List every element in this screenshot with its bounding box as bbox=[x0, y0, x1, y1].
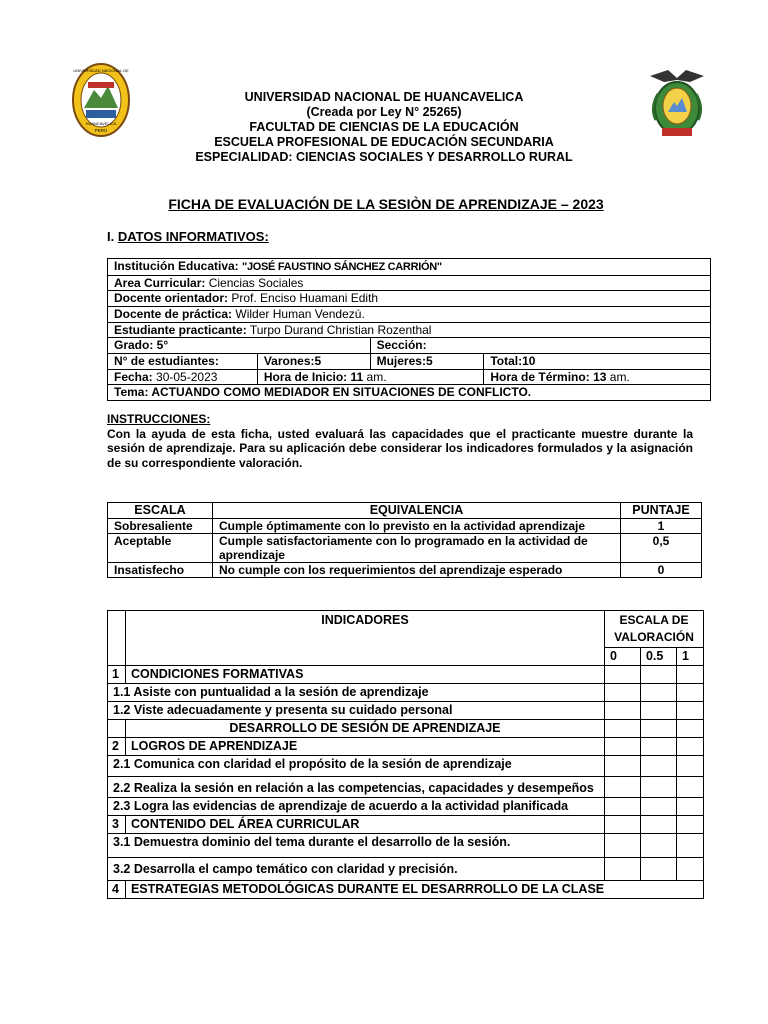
docente-orientador-label: Docente orientador: bbox=[114, 291, 229, 306]
hora-inicio-unit: am. bbox=[366, 369, 387, 384]
hora-termino-label: Hora de Término: bbox=[490, 369, 590, 384]
section-row-2 bbox=[108, 738, 704, 756]
scale-escala: Aceptable bbox=[108, 534, 213, 563]
scale-header-puntaje: PUNTAJE bbox=[621, 503, 702, 519]
specialty-name: ESPECIALIDAD: CIENCIAS SOCIALES Y DESARROLLO RURAL bbox=[195, 150, 573, 164]
indicator-text: 3.2 Desarrolla el campo temático con claridad y precisión. bbox=[108, 858, 605, 881]
section-row-4 bbox=[108, 881, 704, 899]
seal-text-top: UNIVERSIDAD NACIONAL DE bbox=[73, 68, 129, 73]
score-cell[interactable] bbox=[640, 777, 676, 798]
hora-inicio-label: Hora de Inicio: bbox=[263, 369, 348, 384]
scale-puntaje: 0,5 bbox=[621, 534, 702, 563]
scale-equivalencia: No cumple con los requerimientos del aprendizaje esperado bbox=[212, 563, 620, 578]
scale-value-1: 1 bbox=[676, 648, 703, 666]
tema-value: ACTUANDO COMO MEDIADOR EN SITUACIONES DE CONFLICTO. bbox=[151, 385, 532, 400]
score-cell[interactable] bbox=[605, 816, 641, 834]
subheader-text: DESARROLLO DE SESIÓN DE APRENDIZAJE bbox=[125, 720, 604, 738]
info-row-docente-orientador bbox=[108, 291, 711, 307]
indicator-text: 1.2 Viste adecuadamente y presenta su cuidado personal bbox=[108, 702, 605, 720]
scale-escala: Insatisfecho bbox=[108, 563, 213, 578]
indicators-header-row bbox=[108, 611, 704, 648]
section-title: CONDICIONES FORMATIVAS bbox=[125, 666, 604, 684]
scale-escala: Sobresaliente bbox=[108, 519, 213, 534]
faculty-emblem-logo bbox=[646, 68, 708, 142]
hora-termino-unit: am. bbox=[609, 369, 630, 384]
score-cell[interactable] bbox=[605, 777, 641, 798]
indicators-header: INDICADORES bbox=[125, 611, 604, 666]
mujeres-cell: Mujeres:5 bbox=[370, 353, 484, 369]
score-cell[interactable] bbox=[640, 720, 676, 738]
total-cell bbox=[484, 353, 711, 369]
score-cell[interactable] bbox=[676, 684, 703, 702]
score-cell[interactable] bbox=[676, 756, 703, 777]
scale-header-row bbox=[108, 503, 702, 519]
score-cell[interactable] bbox=[676, 666, 703, 684]
indicator-text: 2.3 Logra las evidencias de aprendizaje de acuerdo a la actividad planificada bbox=[108, 798, 605, 816]
score-cell[interactable] bbox=[605, 756, 641, 777]
scale-value-0: 0 bbox=[605, 648, 641, 666]
section-title: ESTRATEGIAS METODOLÓGICAS DURANTE EL DESARRROLLO DE LA CLASE bbox=[125, 881, 703, 899]
info-row-estudiante bbox=[108, 322, 711, 338]
varones-cell: Varones:5 bbox=[257, 353, 370, 369]
score-cell[interactable] bbox=[676, 798, 703, 816]
instructions-heading: INSTRUCCIONES: bbox=[107, 412, 211, 426]
score-cell[interactable] bbox=[676, 720, 703, 738]
score-cell[interactable] bbox=[640, 702, 676, 720]
score-cell[interactable] bbox=[640, 756, 676, 777]
section-title: CONTENIDO DEL ÁREA CURRICULAR bbox=[125, 816, 604, 834]
score-cell[interactable] bbox=[605, 858, 641, 881]
info-row-docente-practica bbox=[108, 306, 711, 322]
info-table bbox=[107, 258, 711, 401]
score-cell[interactable] bbox=[605, 738, 641, 756]
section-number: 2 bbox=[108, 738, 126, 756]
scale-valoracion-header: ESCALA DE VALORACIÓN bbox=[605, 611, 704, 648]
score-cell[interactable] bbox=[640, 816, 676, 834]
seal-text-middle: HUANCAVELICA bbox=[85, 121, 117, 126]
creation-law: (Creada por Ley N° 25265) bbox=[306, 105, 462, 119]
score-cell[interactable] bbox=[640, 798, 676, 816]
score-cell[interactable] bbox=[676, 777, 703, 798]
table-row bbox=[108, 702, 704, 720]
scale-puntaje: 1 bbox=[621, 519, 702, 534]
indicator-text: 1.1 Asiste con puntualidad a la sesión de aprendizaje bbox=[108, 684, 605, 702]
info-row-grado bbox=[108, 338, 711, 354]
score-cell[interactable] bbox=[605, 702, 641, 720]
scale-equivalencia: Cumple óptimamente con lo previsto en la actividad aprendizaje bbox=[212, 519, 620, 534]
docente-orientador-value: Prof. Enciso Huamani Edith bbox=[231, 291, 379, 306]
fecha-value: 30-05-2023 bbox=[156, 369, 218, 384]
info-row-tema bbox=[108, 385, 711, 401]
hora-inicio-value: 11 bbox=[350, 369, 364, 384]
estudiante-label: Estudiante practicante: bbox=[114, 322, 247, 337]
instructions-text: Con la ayuda de esta ficha, usted evaluará las capacidades que el practicante muestre durante la sesión de aprendizaje. Para su aplicación debe considerar los indicadores formulados y la asignación de su correspondiente valoración. bbox=[107, 426, 693, 470]
document-header bbox=[140, 90, 628, 165]
score-cell[interactable] bbox=[676, 816, 703, 834]
score-cell[interactable] bbox=[676, 702, 703, 720]
area-label: Area Curricular: bbox=[114, 275, 206, 290]
score-cell[interactable] bbox=[640, 834, 676, 858]
table-row bbox=[108, 798, 704, 816]
info-row-institucion bbox=[108, 259, 711, 276]
university-name: UNIVERSIDAD NACIONAL DE HUANCAVELICA bbox=[244, 90, 524, 104]
table-row bbox=[108, 684, 704, 702]
info-row-fecha bbox=[108, 369, 711, 385]
info-row-area bbox=[108, 275, 711, 291]
indicators-table bbox=[107, 610, 704, 899]
score-cell[interactable] bbox=[605, 666, 641, 684]
section-title-datos bbox=[107, 229, 269, 244]
scale-header-escala: ESCALA bbox=[108, 503, 213, 519]
tema-label: Tema: bbox=[114, 385, 149, 400]
section-title: LOGROS DE APRENDIZAJE bbox=[125, 738, 604, 756]
institucion-label: Institución Educativa: bbox=[114, 259, 239, 273]
score-cell[interactable] bbox=[605, 798, 641, 816]
section-number: 4 bbox=[108, 881, 126, 899]
document-title: FICHA DE EVALUACIÓN DE LA SESIÒN DE APRENDIZAJE – 2023 bbox=[168, 196, 604, 212]
indicator-text: 2.2 Realiza la sesión en relación a las competencias, capacidades y desempeños bbox=[108, 777, 605, 798]
info-row-estudiantes bbox=[108, 353, 711, 369]
table-row bbox=[108, 777, 704, 798]
table-row bbox=[108, 534, 702, 563]
scale-table bbox=[107, 502, 702, 578]
seal-text-bottom: PERÚ bbox=[94, 128, 108, 133]
university-seal-logo bbox=[72, 62, 130, 138]
section-label: DATOS INFORMATIVOS: bbox=[117, 229, 269, 244]
score-cell[interactable] bbox=[676, 738, 703, 756]
indicator-text: 2.1 Comunica con claridad el propósito de la sesión de aprendizaje bbox=[108, 756, 605, 777]
institucion-value: "JOSÉ FAUSTINO SÁNCHEZ CARRIÓN" bbox=[242, 261, 442, 273]
section-number: 1 bbox=[108, 666, 126, 684]
table-row bbox=[108, 858, 704, 881]
n-estudiantes-cell: N° de estudiantes: bbox=[108, 353, 258, 369]
table-row bbox=[108, 563, 702, 578]
estudiante-value: Turpo Durand Christian Rozenthal bbox=[249, 322, 432, 337]
indicator-text: 3.1 Demuestra dominio del tema durante el desarrollo de la sesión. bbox=[108, 834, 605, 858]
scale-value-05: 0.5 bbox=[640, 648, 676, 666]
instructions-block bbox=[107, 412, 693, 470]
section-number: I. bbox=[107, 229, 118, 244]
subheader-row bbox=[108, 720, 704, 738]
faculty-name: FACULTAD DE CIENCIAS DE LA EDUCACIÓN bbox=[249, 120, 519, 134]
grado-cell: Grado: 5° bbox=[108, 338, 371, 354]
score-cell[interactable] bbox=[640, 684, 676, 702]
score-cell[interactable] bbox=[676, 858, 703, 881]
table-row bbox=[108, 756, 704, 777]
section-number: 3 bbox=[108, 816, 126, 834]
area-value: Ciencias Sociales bbox=[208, 275, 304, 290]
scale-puntaje: 0 bbox=[621, 563, 702, 578]
seccion-cell: Sección: bbox=[370, 338, 710, 354]
score-cell[interactable] bbox=[605, 684, 641, 702]
table-row bbox=[108, 834, 704, 858]
score-cell[interactable] bbox=[640, 858, 676, 881]
docente-practica-label: Docente de práctica: bbox=[114, 306, 233, 321]
score-cell[interactable] bbox=[605, 720, 641, 738]
fecha-label: Fecha: bbox=[114, 369, 153, 384]
score-cell[interactable] bbox=[605, 834, 641, 858]
section-row-3 bbox=[108, 816, 704, 834]
total-value: Total:10 bbox=[490, 353, 536, 368]
scale-equivalencia: Cumple satisfactoriamente con lo programado en la actividad de aprendizaje bbox=[212, 534, 620, 563]
scale-header-equivalencia: EQUIVALENCIA bbox=[212, 503, 620, 519]
school-name: ESCUELA PROFESIONAL DE EDUCACIÓN SECUNDARIA bbox=[214, 135, 554, 149]
section-row-1 bbox=[108, 666, 704, 684]
docente-practica-value: Wilder Human Vendezú. bbox=[235, 306, 365, 321]
table-row bbox=[108, 519, 702, 534]
score-cell[interactable] bbox=[676, 834, 703, 858]
score-cell[interactable] bbox=[640, 738, 676, 756]
hora-termino-value: 13 bbox=[593, 369, 607, 384]
score-cell[interactable] bbox=[640, 666, 676, 684]
